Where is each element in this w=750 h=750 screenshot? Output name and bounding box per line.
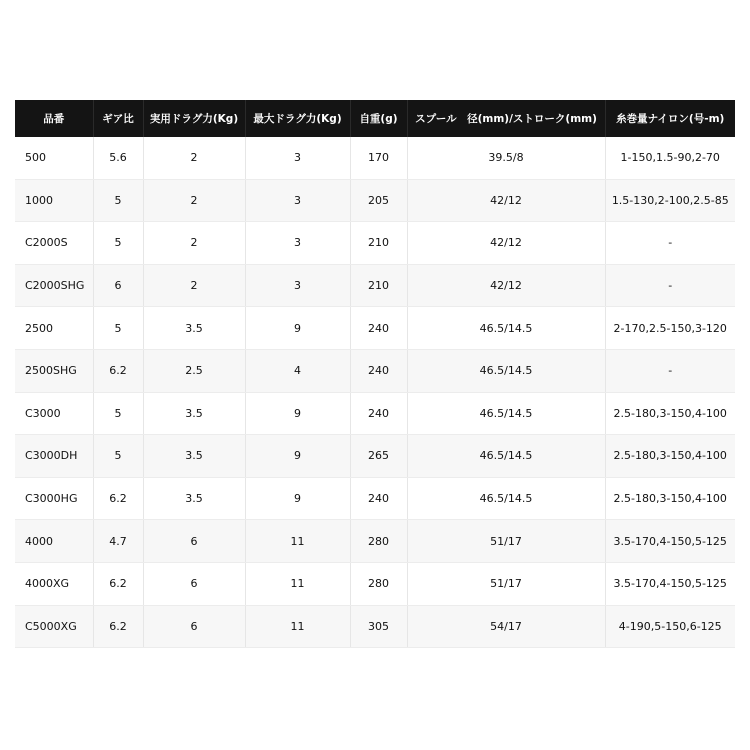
cell-model: C5000XG <box>15 605 93 648</box>
cell-practical-drag: 6 <box>143 562 245 605</box>
cell-model: 2500SHG <box>15 349 93 392</box>
cell-gear-ratio: 5 <box>93 307 143 350</box>
cell-weight: 240 <box>350 477 407 520</box>
cell-max-drag: 11 <box>245 562 350 605</box>
cell-practical-drag: 3.5 <box>143 307 245 350</box>
table-row <box>15 477 735 520</box>
table-row <box>15 137 735 179</box>
cell-gear-ratio: 5.6 <box>93 137 143 179</box>
cell-max-drag: 9 <box>245 392 350 435</box>
cell-model: C3000DH <box>15 435 93 478</box>
cell-practical-drag: 3.5 <box>143 477 245 520</box>
cell-line-capacity: 3.5-170,4-150,5-125 <box>605 520 735 563</box>
cell-line-capacity: 4-190,5-150,6-125 <box>605 605 735 648</box>
cell-line-capacity: 2.5-180,3-150,4-100 <box>605 392 735 435</box>
cell-spool: 46.5/14.5 <box>407 477 605 520</box>
cell-spool: 51/17 <box>407 520 605 563</box>
cell-practical-drag: 2 <box>143 137 245 179</box>
cell-spool: 42/12 <box>407 264 605 307</box>
cell-model: 4000 <box>15 520 93 563</box>
spec-table <box>15 100 735 648</box>
cell-practical-drag: 3.5 <box>143 435 245 478</box>
cell-spool: 54/17 <box>407 605 605 648</box>
cell-max-drag: 3 <box>245 179 350 222</box>
cell-weight: 305 <box>350 605 407 648</box>
cell-practical-drag: 6 <box>143 605 245 648</box>
cell-gear-ratio: 6.2 <box>93 477 143 520</box>
cell-practical-drag: 2.5 <box>143 349 245 392</box>
cell-model: C3000HG <box>15 477 93 520</box>
cell-max-drag: 9 <box>245 435 350 478</box>
cell-gear-ratio: 5 <box>93 222 143 265</box>
cell-max-drag: 11 <box>245 605 350 648</box>
cell-line-capacity: - <box>605 222 735 265</box>
cell-line-capacity: 1.5-130,2-100,2.5-85 <box>605 179 735 222</box>
cell-weight: 240 <box>350 392 407 435</box>
cell-model: C3000 <box>15 392 93 435</box>
cell-practical-drag: 3.5 <box>143 392 245 435</box>
cell-model: 500 <box>15 137 93 179</box>
cell-spool: 42/12 <box>407 179 605 222</box>
cell-max-drag: 9 <box>245 477 350 520</box>
cell-gear-ratio: 6.2 <box>93 605 143 648</box>
table-body <box>15 137 735 648</box>
cell-max-drag: 11 <box>245 520 350 563</box>
cell-practical-drag: 2 <box>143 264 245 307</box>
cell-max-drag: 3 <box>245 264 350 307</box>
table-row <box>15 349 735 392</box>
cell-weight: 210 <box>350 222 407 265</box>
header-practical-drag: 実用ドラグ力(Kg) <box>143 100 245 137</box>
cell-spool: 46.5/14.5 <box>407 435 605 478</box>
cell-max-drag: 3 <box>245 137 350 179</box>
cell-gear-ratio: 4.7 <box>93 520 143 563</box>
cell-line-capacity: 2-170,2.5-150,3-120 <box>605 307 735 350</box>
table-row <box>15 435 735 478</box>
cell-model: C2000SHG <box>15 264 93 307</box>
cell-gear-ratio: 6 <box>93 264 143 307</box>
cell-line-capacity: 1-150,1.5-90,2-70 <box>605 137 735 179</box>
table-row <box>15 392 735 435</box>
cell-gear-ratio: 6.2 <box>93 349 143 392</box>
cell-weight: 280 <box>350 520 407 563</box>
table-header-row <box>15 100 735 137</box>
cell-spool: 46.5/14.5 <box>407 392 605 435</box>
cell-spool: 42/12 <box>407 222 605 265</box>
table-row <box>15 264 735 307</box>
cell-line-capacity: 2.5-180,3-150,4-100 <box>605 435 735 478</box>
cell-line-capacity: - <box>605 264 735 307</box>
header-model: 品番 <box>15 100 93 137</box>
cell-gear-ratio: 5 <box>93 435 143 478</box>
cell-gear-ratio: 5 <box>93 392 143 435</box>
cell-model: C2000S <box>15 222 93 265</box>
cell-max-drag: 4 <box>245 349 350 392</box>
header-max-drag: 最大ドラグ力(Kg) <box>245 100 350 137</box>
cell-max-drag: 3 <box>245 222 350 265</box>
cell-spool: 51/17 <box>407 562 605 605</box>
header-line-capacity: 糸巻量ナイロン(号-m) <box>605 100 735 137</box>
header-weight: 自重(g) <box>350 100 407 137</box>
header-gear-ratio: ギア比 <box>93 100 143 137</box>
table-row <box>15 605 735 648</box>
cell-weight: 205 <box>350 179 407 222</box>
cell-line-capacity: 3.5-170,4-150,5-125 <box>605 562 735 605</box>
table-row <box>15 562 735 605</box>
cell-practical-drag: 2 <box>143 179 245 222</box>
cell-gear-ratio: 6.2 <box>93 562 143 605</box>
cell-weight: 170 <box>350 137 407 179</box>
cell-spool: 46.5/14.5 <box>407 349 605 392</box>
cell-weight: 240 <box>350 349 407 392</box>
cell-model: 4000XG <box>15 562 93 605</box>
cell-model: 2500 <box>15 307 93 350</box>
table-row <box>15 222 735 265</box>
table-row <box>15 307 735 350</box>
cell-practical-drag: 6 <box>143 520 245 563</box>
header-spool: スプール 径(mm)/ストローク(mm) <box>407 100 605 137</box>
cell-practical-drag: 2 <box>143 222 245 265</box>
cell-model: 1000 <box>15 179 93 222</box>
cell-weight: 210 <box>350 264 407 307</box>
cell-weight: 240 <box>350 307 407 350</box>
cell-spool: 39.5/8 <box>407 137 605 179</box>
cell-line-capacity: - <box>605 349 735 392</box>
cell-weight: 265 <box>350 435 407 478</box>
cell-max-drag: 9 <box>245 307 350 350</box>
cell-line-capacity: 2.5-180,3-150,4-100 <box>605 477 735 520</box>
cell-gear-ratio: 5 <box>93 179 143 222</box>
table-row <box>15 179 735 222</box>
cell-weight: 280 <box>350 562 407 605</box>
table-row <box>15 520 735 563</box>
cell-spool: 46.5/14.5 <box>407 307 605 350</box>
